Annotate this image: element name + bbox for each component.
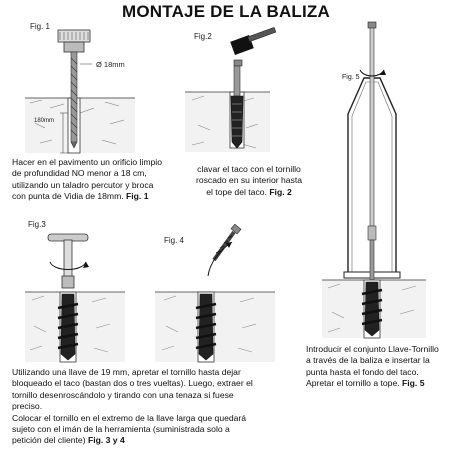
fig5-label: Fig. 5 bbox=[342, 74, 360, 81]
page-title: MONTAJE DE LA BALIZA bbox=[122, 2, 330, 21]
fig4-label: Fig. 4 bbox=[164, 236, 185, 245]
fig1-diameter-label: Ø 18mm bbox=[96, 60, 125, 69]
fig1-depth-label: 180mm bbox=[34, 118, 55, 124]
step1-fig-ref: Fig. 1 bbox=[126, 191, 149, 202]
ground-hatch bbox=[155, 292, 275, 362]
step3-line5: Colocar el tornillo en el extremo de la llave larga que quedará bbox=[12, 412, 247, 423]
step5-line3: punta hasta el fondo del taco. bbox=[306, 366, 419, 377]
step3-line3: tornillo desenroscándolo y tirando con una tenaza si fuese bbox=[12, 389, 234, 400]
step2-fig-ref: Fig. 2 bbox=[269, 186, 292, 197]
wrench-icon bbox=[48, 234, 88, 288]
step3-line7a: petición del cliente) bbox=[12, 435, 86, 446]
step3-text bbox=[12, 367, 284, 447]
step5-line1: Introducir el conjunto Llave-Tornillo bbox=[306, 344, 439, 354]
fig2-label: Fig.2 bbox=[194, 32, 212, 41]
step3-line6: sujeto con el imán de la herramienta (suministrada solo a bbox=[12, 424, 230, 435]
step5-line2: a través de la baliza e insertar la bbox=[306, 355, 430, 366]
step2-text bbox=[184, 164, 314, 198]
step1-line2: de profundidad NO menor a 18 cm, bbox=[12, 168, 147, 179]
step2-line3a: el tope del taco. bbox=[206, 186, 267, 197]
step3-line2: bloqueado el taco (bastan dos o tres vueltas). Luego, extraer el bbox=[12, 378, 253, 389]
step1-text bbox=[12, 157, 190, 203]
step2-line1: clavar el taco con el tornillo bbox=[197, 164, 301, 174]
ground-hatch bbox=[185, 92, 270, 152]
step2-line2: roscado en su interior hasta bbox=[195, 175, 303, 186]
step3-line4: preciso. bbox=[12, 401, 43, 412]
hammer-icon bbox=[230, 27, 276, 55]
fig1-drill-diagram bbox=[20, 28, 150, 156]
step5-text bbox=[306, 344, 452, 390]
step2-line3 bbox=[184, 187, 314, 198]
fig4-extract-diagram bbox=[150, 226, 280, 366]
step3-line7 bbox=[12, 435, 284, 446]
fig2-hammer-diagram bbox=[180, 30, 280, 155]
step1-line4 bbox=[12, 191, 190, 202]
fig5-beacon-diagram bbox=[318, 22, 430, 342]
step5-line4 bbox=[306, 378, 452, 389]
step3-line1: Utilizando una llave de 19 mm, apretar el tornillo hasta dejar bbox=[12, 367, 241, 377]
fig3-wrench-diagram bbox=[20, 226, 130, 366]
fig3-label: Fig.3 bbox=[28, 220, 46, 229]
step1-line4a: con punta de Vidia de 18mm. bbox=[12, 191, 124, 202]
step5-line4a: Apretar el tornillo a tope. bbox=[306, 378, 400, 389]
step5-fig-ref: Fig. 5 bbox=[402, 378, 425, 389]
fig1-label: Fig. 1 bbox=[30, 22, 51, 31]
step1-line1: Hacer en el pavimento un orificio limpio bbox=[12, 157, 162, 167]
step3-fig-ref: Fig. 3 y 4 bbox=[87, 435, 125, 446]
step1-line3: utilizando un taladro percutor y broca bbox=[12, 179, 154, 190]
